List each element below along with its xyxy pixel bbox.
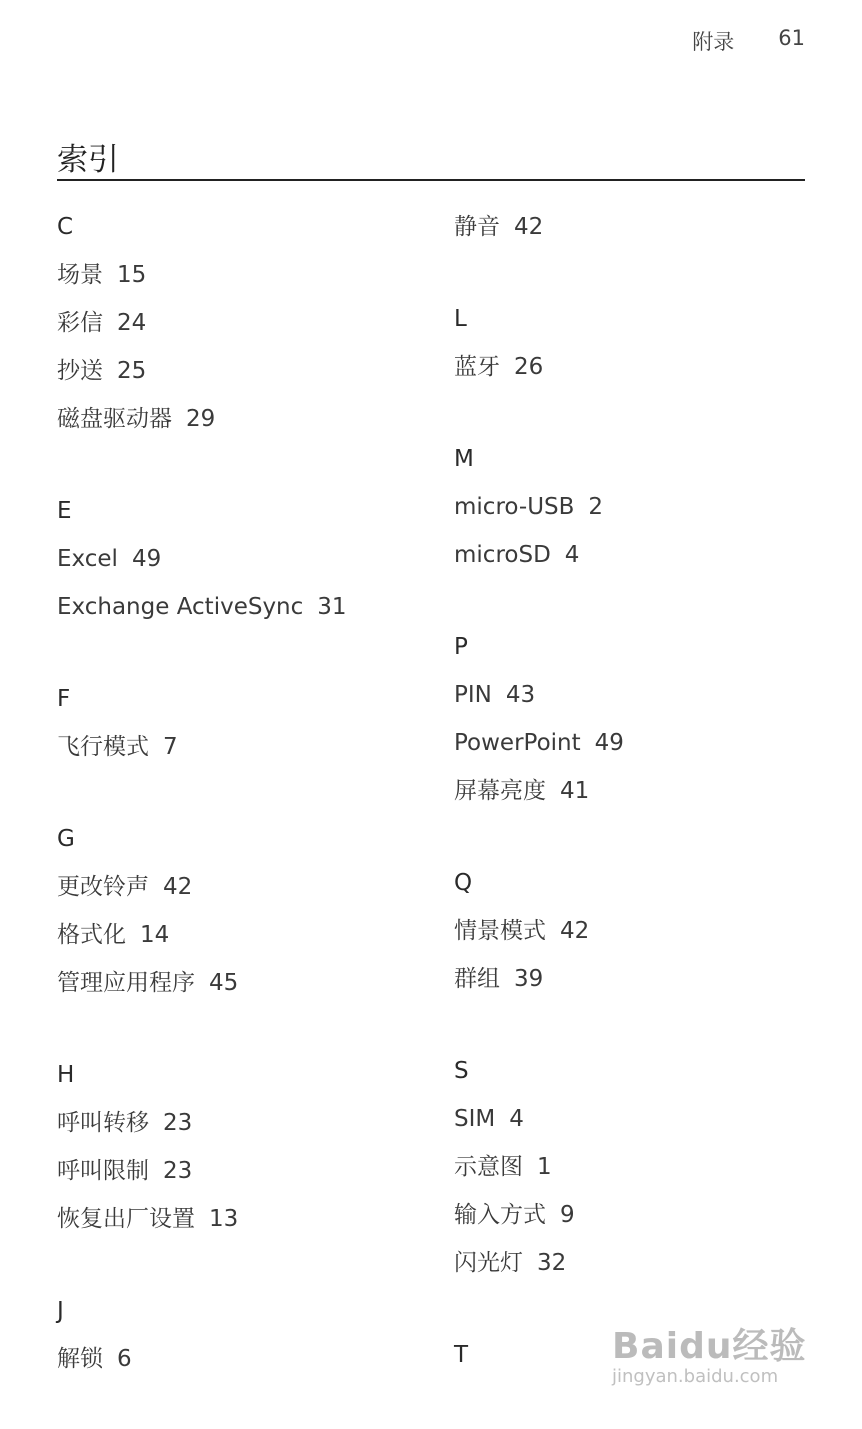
index-page-number: 26	[514, 354, 544, 380]
index-letter-heading: E	[57, 498, 72, 524]
index-entry	[454, 719, 624, 767]
index-page-number: 23	[163, 1158, 193, 1184]
index-term: 蓝牙	[454, 354, 500, 380]
index-letter-heading: L	[454, 306, 467, 332]
index-page-number: 29	[186, 406, 216, 432]
index-entry	[57, 535, 347, 583]
section-gap	[454, 815, 624, 859]
index-entry	[57, 723, 347, 771]
index-page-number: 15	[117, 262, 147, 288]
index-letter-heading: C	[57, 214, 74, 240]
index-term: 磁盘驱动器	[57, 406, 172, 432]
index-entry	[57, 1099, 347, 1147]
index-entry	[454, 203, 624, 251]
index-entry	[57, 583, 347, 631]
index-page-number: 4	[564, 542, 580, 568]
index-entry	[57, 1147, 347, 1195]
index-entry	[57, 959, 347, 1007]
index-letter-heading: H	[57, 1062, 75, 1088]
index-entry	[454, 343, 624, 391]
index-term: 群组	[454, 966, 500, 992]
index-entry	[454, 767, 624, 815]
watermark-logo: Baidu经验	[612, 1326, 807, 1367]
index-term: 闪光灯	[454, 1250, 523, 1276]
index-entry	[454, 483, 624, 531]
index-term: 管理应用程序	[57, 970, 195, 996]
section-gap	[57, 631, 347, 675]
section-gap	[454, 251, 624, 295]
index-letter-heading: F	[57, 686, 71, 712]
index-letter-heading: P	[454, 634, 468, 660]
index-entry	[454, 531, 624, 579]
index-page-number: 32	[537, 1250, 567, 1276]
index-term: 抄送	[57, 358, 103, 384]
index-term: Excel	[57, 546, 118, 572]
index-entry	[454, 671, 624, 719]
section-gap	[454, 391, 624, 435]
index-term: 屏幕亮度	[454, 778, 546, 804]
title-divider	[57, 179, 805, 181]
index-letter-heading: J	[57, 1298, 64, 1324]
index-term: micro-USB	[454, 494, 575, 520]
index-page-number: 2	[588, 494, 604, 520]
section-label: 附录	[692, 30, 735, 54]
index-page-number: 23	[163, 1110, 193, 1136]
index-column-right	[454, 203, 624, 1379]
index-page-number: 4	[509, 1106, 524, 1132]
index-term: 飞行模式	[57, 734, 149, 760]
index-term: SIM	[454, 1106, 496, 1132]
index-term: PIN	[454, 682, 492, 708]
index-page-number: 6	[117, 1346, 132, 1372]
page-header	[692, 26, 805, 56]
index-term: 恢复出厂设置	[57, 1206, 195, 1232]
index-page-number: 31	[317, 594, 347, 620]
index-entry	[454, 1191, 624, 1239]
index-letter-heading: G	[57, 826, 75, 852]
page-number: 61	[778, 26, 805, 50]
index-page-number: 42	[514, 214, 544, 240]
index-term: PowerPoint	[454, 730, 581, 756]
index-term: Exchange ActiveSync	[57, 594, 304, 620]
index-entry	[57, 1195, 347, 1243]
index-term: 输入方式	[454, 1202, 546, 1228]
index-term: 彩信	[57, 310, 103, 336]
index-entry	[454, 907, 624, 955]
index-entry	[57, 347, 347, 395]
index-page-number: 1	[537, 1154, 552, 1180]
index-page-number: 9	[560, 1202, 575, 1228]
index-page-number: 7	[163, 734, 178, 760]
section-gap	[454, 579, 624, 623]
index-letter-heading: M	[454, 446, 474, 472]
index-page-number: 39	[514, 966, 544, 992]
index-page-number: 42	[560, 918, 590, 944]
index-page-number: 14	[140, 922, 170, 948]
index-letter-heading: Q	[454, 870, 473, 896]
index-term: 呼叫限制	[57, 1158, 149, 1184]
index-page-number: 13	[209, 1206, 239, 1232]
index-term: 情景模式	[454, 918, 546, 944]
index-entry	[57, 911, 347, 959]
index-column-left	[57, 203, 347, 1383]
index-letter-heading: S	[454, 1058, 469, 1084]
index-page-number: 24	[117, 310, 147, 336]
index-entry	[57, 863, 347, 911]
index-term: 示意图	[454, 1154, 523, 1180]
index-term: 解锁	[57, 1346, 103, 1372]
section-gap	[57, 1007, 347, 1051]
index-entry	[57, 1335, 347, 1383]
index-entry	[454, 1239, 624, 1287]
index-page-number: 41	[560, 778, 590, 804]
index-term: 格式化	[57, 922, 126, 948]
index-entry	[454, 1143, 624, 1191]
index-entry	[57, 299, 347, 347]
index-entry	[57, 251, 347, 299]
index-page-number: 43	[505, 682, 536, 708]
index-entry	[454, 1095, 624, 1143]
watermark-url: jingyan.baidu.com	[612, 1366, 779, 1387]
index-term: 静音	[454, 214, 500, 240]
section-gap	[454, 1003, 624, 1047]
index-page-number: 49	[594, 730, 624, 756]
section-gap	[454, 1287, 624, 1331]
index-term: 更改铃声	[57, 874, 149, 900]
index-letter-heading: T	[454, 1342, 469, 1368]
index-page-number: 49	[131, 546, 162, 572]
page-title: 索引	[57, 142, 119, 178]
section-gap	[57, 771, 347, 815]
index-entry	[57, 395, 347, 443]
index-term: 场景	[57, 262, 103, 288]
index-page-number: 42	[163, 874, 193, 900]
section-gap	[57, 443, 347, 487]
index-entry	[454, 955, 624, 1003]
index-term: microSD	[454, 542, 551, 568]
index-term: 呼叫转移	[57, 1110, 149, 1136]
index-page-number: 45	[209, 970, 239, 996]
index-page-number: 25	[117, 358, 147, 384]
section-gap	[57, 1243, 347, 1287]
